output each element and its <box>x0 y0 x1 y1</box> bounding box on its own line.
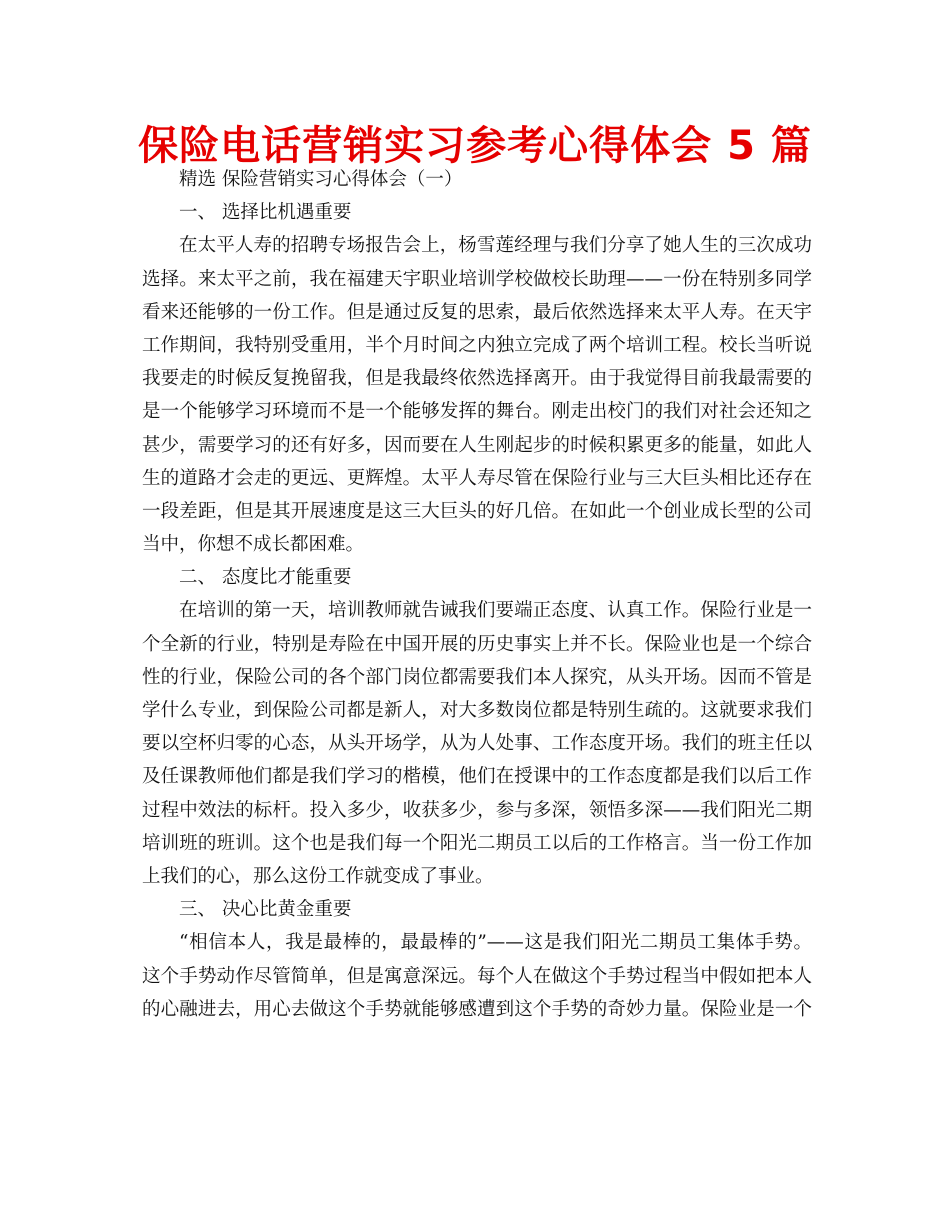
paragraph-line: 学什么专业，到保险公司都是新人，对大多数岗位都是特别生疏的。这就要求我们 <box>142 700 812 721</box>
section-heading: 一、 选择比机遇重要 <box>179 202 352 224</box>
section-heading: 二、 态度比才能重要 <box>179 567 352 589</box>
document-body <box>142 163 812 1026</box>
paragraph-line: 要以空杯归零的心态，从头开场学，从为人处事、工作态度开场。我们的班主任以 <box>142 733 812 755</box>
paragraph-line: 当中，你想不成长都困难。 <box>142 534 365 556</box>
document-title: 保险电话营销实习参考心得体会 5 篇 <box>138 123 812 169</box>
paragraph-line: 在太平人寿的招聘专场报告会上，杨雪莲经理与我们分享了她人生的三次成功 <box>179 235 812 257</box>
paragraph-line: 生的道路才会走的更远、更辉煌。太平人寿尽管在保险行业与三大巨头相比还存在 <box>142 467 812 489</box>
paragraph-line: 这个手势动作尽管简单，但是寓意深远。每个人在做这个手势过程当中假如把本人 <box>142 965 812 987</box>
paragraph-line: 在培训的第一天，培训教师就告诫我们要端正态度、认真工作。保险行业是一 <box>179 600 812 622</box>
paragraph-line: 性的行业，保险公司的各个部门岗位都需要我们本人探究，从头开场。因而不管是 <box>142 666 812 688</box>
section-heading: 三、 决心比黄金重要 <box>179 899 352 921</box>
paragraph-line: 我要走的时候反复挽留我，但是我最终依然选择离开。由于我觉得目前我最需要的 <box>142 368 812 390</box>
paragraph-line: 个全新的行业，特别是寿险在中国开展的历史事实上并不长。保险业也是一个综合 <box>142 633 812 655</box>
paragraph-line: 是一个能够学习环境而不是一个能够发挥的舞台。刚走出校门的我们对社会还知之 <box>142 401 812 423</box>
paragraph-line: 工作期间，我特别受重用，半个月时间之内独立完成了两个培训工程。校长当听说 <box>142 334 812 356</box>
paragraph-line: 甚少，需要学习的还有好多，因而要在人生刚起步的时候积累更多的能量，如此人 <box>142 434 812 456</box>
paragraph-line: 及任课教师他们都是我们学习的楷模，他们在授课中的工作态度都是我们以后工作 <box>142 766 812 788</box>
paragraph-line: 培训班的班训。这个也是我们每一个阳光二期员工以后的工作格言。当一份工作加 <box>142 832 812 854</box>
paragraph-line: 选择。来太平之前，我在福建天宇职业培训学校做校长助理——一份在特别多同学 <box>142 268 812 290</box>
paragraph-line: 上我们的心，那么这份工作就变成了事业。 <box>142 865 494 887</box>
paragraph-line: 一段差距，但是其开展速度是这三大巨头的好几倍。在如此一个创业成长型的公司 <box>142 500 812 522</box>
paragraph-line: “相信本人，我是最棒的，最最棒的”——这是我们阳光二期员工集体手势。 <box>179 932 812 954</box>
paragraph-line: 看来还能够的一份工作。但是通过反复的思索，最后依然选择来太平人寿。在天宇 <box>142 301 812 323</box>
paragraph-line: 过程中效法的标杆。投入多少，收获多少，参与多深，领悟多深——我们阳光二期 <box>142 799 812 821</box>
document-subtitle: 精选 保险营销实习心得体会（一） <box>179 169 463 190</box>
paragraph-line: 的心融进去，用心去做这个手势就能够感遭到这个手势的奇妙力量。保险业是一个 <box>142 998 812 1020</box>
